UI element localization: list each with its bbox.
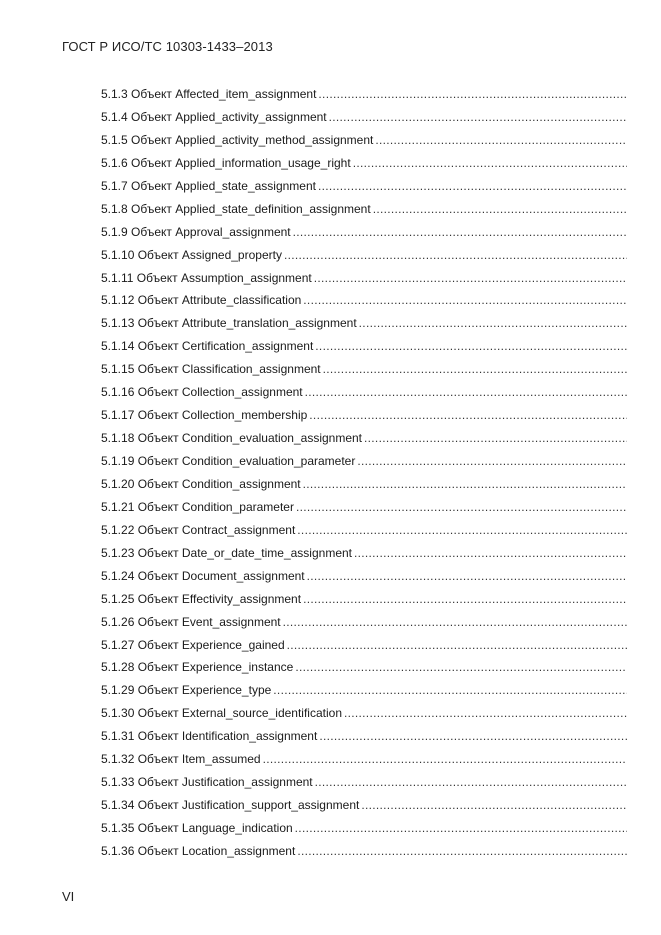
- toc-entry-title: 5.1.17 Объект Collection_membership: [101, 408, 308, 423]
- toc-entry[interactable]: [101, 200, 627, 223]
- dot-leader: [315, 773, 627, 791]
- toc-entry[interactable]: [101, 291, 627, 314]
- toc-entry[interactable]: [101, 727, 627, 750]
- toc-entry-title: 5.1.29 Объект Experience_type: [101, 683, 272, 698]
- toc-entry[interactable]: [101, 750, 627, 773]
- dot-leader: [344, 704, 627, 722]
- toc-entry-title: 5.1.6 Объект Applied_information_usage_right: [101, 155, 351, 170]
- toc-entry[interactable]: [101, 819, 627, 842]
- toc-entry-title: 5.1.15 Объект Classification_assignment: [101, 362, 321, 377]
- toc-entry[interactable]: [101, 177, 627, 200]
- dot-leader: [303, 590, 627, 608]
- dot-leader: [303, 291, 627, 309]
- toc-entry-title: 5.1.36 Объект Location_assignment: [101, 843, 296, 858]
- toc-entry-title: 5.1.24 Объект Document_assignment: [101, 568, 305, 583]
- toc-entry-title: 5.1.13 Объект Attribute_translation_assignment: [101, 316, 357, 331]
- dot-leader: [263, 750, 627, 768]
- toc-entry-title: 5.1.30 Объект External_source_identification: [101, 706, 342, 721]
- toc-entry[interactable]: [101, 314, 627, 337]
- toc-entry-title: 5.1.22 Объект Contract_assignment: [101, 522, 296, 537]
- dot-leader: [309, 406, 627, 424]
- dot-leader: [273, 681, 627, 699]
- toc-entry-title: 5.1.9 Объект Approval_assignment: [101, 224, 291, 239]
- dot-leader: [293, 223, 627, 241]
- toc-entry[interactable]: [101, 246, 627, 269]
- dot-leader: [318, 177, 627, 195]
- toc-entry-title: 5.1.33 Объект Justification_assignment: [101, 775, 313, 790]
- dot-leader: [375, 131, 627, 149]
- toc-entry[interactable]: [101, 613, 627, 636]
- dot-leader: [295, 819, 627, 837]
- toc-entry-title: 5.1.26 Объект Event_assignment: [101, 614, 281, 629]
- toc-entry[interactable]: [101, 337, 627, 360]
- dot-leader: [287, 636, 627, 654]
- dot-leader: [359, 314, 627, 332]
- table-of-contents: [101, 85, 627, 865]
- toc-entry-title: 5.1.4 Объект Applied_activity_assignment: [101, 109, 327, 124]
- dot-leader: [314, 269, 627, 287]
- toc-entry-title: 5.1.25 Объект Effectivity_assignment: [101, 591, 302, 606]
- dot-leader: [364, 429, 627, 447]
- toc-entry[interactable]: [101, 636, 627, 659]
- dot-leader: [319, 727, 627, 745]
- dot-leader: [373, 200, 627, 218]
- toc-entry-title: 5.1.10 Объект Assigned_property: [101, 247, 282, 262]
- toc-entry-title: 5.1.27 Объект Experience_gained: [101, 637, 285, 652]
- toc-entry-title: 5.1.19 Объект Condition_evaluation_parameter: [101, 454, 356, 468]
- toc-entry[interactable]: [101, 475, 627, 498]
- dot-leader: [303, 475, 627, 493]
- dot-leader: [361, 796, 627, 814]
- toc-entry[interactable]: [101, 406, 627, 429]
- dot-leader: [283, 613, 627, 631]
- toc-entry-title: 5.1.34 Объект Justification_support_assignment: [101, 798, 360, 813]
- toc-entry[interactable]: [101, 108, 627, 131]
- toc-entry[interactable]: [101, 773, 627, 796]
- toc-entry[interactable]: [101, 704, 627, 727]
- document-header: ГОСТ Р ИСО/ТС 10303-1433–2013: [62, 39, 273, 54]
- dot-leader: [354, 544, 627, 562]
- toc-entry[interactable]: [101, 681, 627, 704]
- toc-entry[interactable]: [101, 360, 627, 383]
- toc-entry-title: 5.1.35 Объект Language_indication: [101, 821, 293, 835]
- dot-leader: [296, 498, 627, 516]
- toc-entry[interactable]: [101, 658, 627, 681]
- dot-leader: [284, 246, 627, 264]
- dot-leader: [329, 108, 627, 126]
- dot-leader: [297, 842, 627, 860]
- toc-entry[interactable]: [101, 567, 627, 590]
- toc-entry-title: 5.1.20 Объект Condition_assignment: [101, 476, 301, 491]
- toc-entry[interactable]: [101, 429, 627, 452]
- toc-entry-title: 5.1.28 Объект Experience_instance: [101, 660, 294, 675]
- toc-entry-title: 5.1.16 Объект Collection_assignment: [101, 385, 303, 400]
- dot-leader: [323, 360, 627, 378]
- dot-leader: [307, 567, 627, 585]
- toc-entry[interactable]: [101, 452, 627, 475]
- toc-entry-title: 5.1.31 Объект Identification_assignment: [101, 729, 318, 744]
- toc-entry-title: 5.1.11 Объект Assumption_assignment: [101, 270, 312, 285]
- toc-entry[interactable]: [101, 590, 627, 613]
- toc-entry-title: 5.1.5 Объект Applied_activity_method_assignment: [101, 132, 374, 147]
- dot-leader: [353, 154, 627, 172]
- toc-entry[interactable]: [101, 383, 627, 406]
- toc-entry-title: 5.1.8 Объект Applied_state_definition_assignment: [101, 201, 371, 216]
- toc-entry-title: 5.1.3 Объект Affected_item_assignment: [101, 87, 317, 101]
- toc-entry-title: 5.1.21 Объект Condition_parameter: [101, 499, 294, 514]
- toc-entry[interactable]: [101, 154, 627, 177]
- toc-entry-title: 5.1.18 Объект Condition_evaluation_assignment: [101, 431, 363, 446]
- dot-leader: [305, 383, 627, 401]
- toc-entry[interactable]: [101, 131, 627, 154]
- toc-entry[interactable]: [101, 521, 627, 544]
- dot-leader: [295, 658, 627, 676]
- toc-entry[interactable]: [101, 796, 627, 819]
- dot-leader: [315, 337, 627, 355]
- toc-entry-title: 5.1.32 Объект Item_assumed: [101, 752, 261, 767]
- toc-entry[interactable]: [101, 269, 627, 292]
- toc-entry-title: 5.1.23 Объект Date_or_date_time_assignment: [101, 545, 352, 560]
- toc-entry[interactable]: [101, 544, 627, 567]
- page-number: VI: [62, 889, 75, 904]
- dot-leader: [297, 521, 627, 539]
- toc-entry-title: 5.1.14 Объект Certification_assignment: [101, 339, 314, 354]
- toc-entry[interactable]: [101, 85, 627, 108]
- toc-entry[interactable]: [101, 223, 627, 246]
- toc-entry-title: 5.1.12 Объект Attribute_classification: [101, 293, 302, 308]
- dot-leader: [357, 452, 627, 470]
- toc-entry-title: 5.1.7 Объект Applied_state_assignment: [101, 178, 316, 193]
- dot-leader: [318, 85, 627, 103]
- toc-entry[interactable]: [101, 842, 627, 865]
- toc-entry[interactable]: [101, 498, 627, 521]
